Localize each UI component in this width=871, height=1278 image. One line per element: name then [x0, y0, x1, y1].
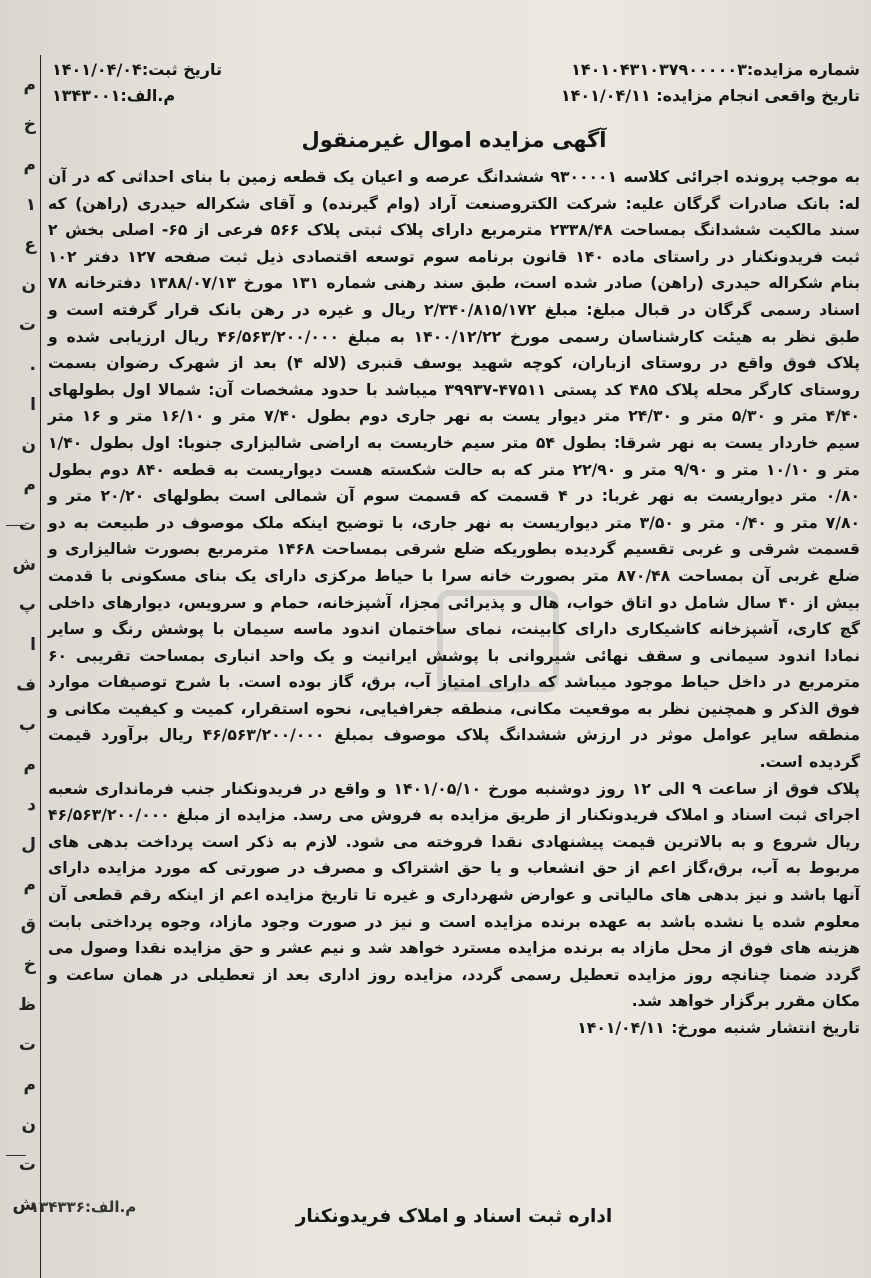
column-fragment-text: ت [18, 1155, 36, 1175]
column-fragment-text: م [23, 1075, 36, 1095]
column-fragment-text: ن [21, 1115, 36, 1135]
column-fragment-text: ن [21, 435, 36, 455]
column-fragment-text: ۱ [25, 195, 36, 215]
column-fragment-text: ش [12, 555, 36, 575]
column-fragment-text: ع [24, 235, 36, 255]
column-fragment-text: ب [18, 715, 36, 735]
column-fragment-text: ت [18, 1035, 36, 1055]
registration-date: تاریخ ثبت:۱۴۰۱/۰۴/۰۴ [52, 60, 223, 79]
column-fragment-text: ق [20, 915, 36, 935]
column-fragment-text: ظ [18, 995, 36, 1015]
column-fragment-text: د [27, 795, 36, 815]
auction-notice [48, 60, 860, 1275]
column-fragment-text: م [23, 475, 36, 495]
column-separator-tick [6, 1155, 26, 1156]
column-fragment-text: م [23, 155, 36, 175]
column-separator-tick [6, 525, 26, 526]
reference-number: م.الف:۱۳۴۳۰۰۱ [52, 86, 176, 105]
column-fragment-text: پ [18, 595, 36, 615]
column-fragment-text: ا [30, 635, 36, 655]
column-fragment-text: خ [23, 955, 36, 975]
column-fragment-text: ف [16, 675, 36, 695]
column-fragment-text: م [23, 75, 36, 95]
column-fragment-text: ت [18, 515, 36, 535]
adjacent-column-fragment [0, 55, 41, 1278]
column-fragment-text: ل [21, 835, 36, 855]
column-fragment-text: م [23, 755, 36, 775]
column-fragment-text: خ [23, 115, 36, 135]
auction-number: شماره مزایده:۱۴۰۱۰۴۳۱۰۳۷۹۰۰۰۰۰۳ [571, 60, 860, 79]
notice-title: آگهی مزایده اموال غیرمنقول [301, 128, 607, 152]
next-notice-fragment: م.الف:۱۳۴۳۳۶ [30, 1198, 137, 1216]
actual-auction-date: تاریخ واقعی انجام مزایده: ۱۴۰۱/۰۴/۱۱ [560, 86, 860, 105]
issuing-office: اداره ثبت اسناد و املاک فریدونکنار [295, 1206, 613, 1227]
column-fragment-text: م [23, 875, 36, 895]
column-fragment-text: . [29, 355, 36, 375]
column-fragment-text: ش [12, 1195, 36, 1215]
column-fragment-text: ن [21, 275, 36, 295]
notice-header [48, 60, 860, 120]
column-fragment-text: ت [18, 315, 36, 335]
notice-body: به موجب پرونده اجرائی کلاسه ۹۳۰۰۰۰۱ ششدانگ عرصه و اعیان یک قطعه زمین با بنای احداثی که در آن له: بانک صادرات گرگان علیه: شرکت الکتروصنعت آراد (وام گیرنده) و آقای شکراله حیدری (راهن) که سند مالکیت ششدانگ بمساحت ۲۳۳۸/۴۸ مترمربع دارای پلاک ثبتی پلاک ۵۶۶ فرعی از ۶۵- اصلی بخش ۲ ثبت فریدونکنار در راستای ماده ۱۴۰ قانون برنامه سوم توسعه اقتصادی ذیل ثبت صفحه ۱۲۷ دفتر ۱۰۲ بنام شکراله حیدری (راهن) صادر شده است، طبق سند رهنی شماره ۱۳۱ مورخ ۱۳۸۸/۰۷/۱۳ دفترخانه ۷۸ اسناد رسمی گرگان در قبال مبلغ: مبلغ ۲/۳۴۰/۸۱۵/۱۷۲ ریال و غیره در رهن بانک قرار گرفته است و طبق نظر به هیئت کارشناسان رسمی مورخ ۱۴۰۰/۱۲/۲۲ به مبلغ ۴۶/۵۶۳/۲۰۰/۰۰۰ ریال ارزیابی شده و پلاک فوق واقع در روستای ازباران، کوچه شهید یوسف قنبری (لاله ۴) بعد از شهرک رضوان بسمت روستای کارگر محله پلاک ۴۸۵ کد پستی ۴۷۵۱۱-۳۹۹۳۷ میباشد با حدود مشخصات آن: شمالا اول بطولهای ۴/۴۰ متر و ۵/۳۰ متر و ۲۴/۳۰ متر دیوار یست به نهر جاری دوم بطول ۷/۴۰ متر و ۱۶/۱۰ متر و ۱۶ متر سیم خاردار یست به نهر شرقا: بطول ۵۴ متر سیم خاریست به اراضی شالیزاری جنوبا: اول بطول ۱/۴۰ متر و ۱۰/۱۰ متر و ۹/۹۰ متر و ۲۲/۹۰ متر که به حالت شکسته هست دیواریست به قطعه ۸۴۰ دوم بطول ۰/۸۰ متر دیواریست به نهر غربا: در ۴ قسمت که قسمت سوم آن شمالی است بطولهای ۲۰/۲۰ متر و ۷/۸۰ متر و ۰/۴۰ متر و ۳/۵۰ متر دیواریست به نهر جاری، با توضیح اینکه ملک موصوف در طبیعت به دو قسمت شرقی و غربی تقسیم گردیده بطوریکه ضلع شرقی بمساحت ۱۴۶۸ مترمربع بصورت شالیزاری و ضلع غربی آن بمساحت ۸۷۰/۴۸ متر بصورت خانه سرا با حیاط مرکزی دارای یک بنای مسکونی با قدمت بیش از ۴۰ سال شامل دو اتاق خواب، هال و پذیرائی مجزا، آشپزخانه، حمام و سرویس، دیوارهای داخلی گچ کاری، آشپزخانه کاشیکاری دارای کابینت، نمای ساختمان اندود ماسه سیمان با پوشش رنگ و سایر نمادا اندود سیمانی و سقف نهائی شیروانی با پوشش ایرانیت و یک واحد انباری بمساحت تقریبی ۶۰ مترمربع در داخل حیاط موجود میباشد که دارای امتیاز آب، برق، گاز بوده است. با شرح توصیفات موارد فوق الذکر و همچنین نظر به موقعیت مکانی، منطقه جغرافیایی، نحوه استقرار، کمیت و کیفیت مکانی و منطقه سایر عوامل موثر در ارزش ششدانگ پلاک موصوف بمبلغ ۴۶/۵۶۳/۲۰۰/۰۰۰ ریال برآورد قیمت گردیده است. پلاک فوق از ساعت ۹ الی ۱۲ روز دوشنبه مورخ ۱۴۰۱/۰۵/۱۰ و واقع در فریدونکنار جنب فرمانداری شعبه اجرای ثبت اسناد و املاک فریدونکنار از طریق مزایده به فروش می رسد. مزایده از مبلغ ۴۶/۵۶۳/۲۰۰/۰۰۰ ریال شروع و به بالاترین قیمت پیشنهادی نقدا فروخته می شود. لازم به ذکر است پرداخت بدهی های مربوط به آب، برق،گاز اعم از حق انشعاب و یا حق اشتراک و مصرف در صورتی که مورد مزایده دارای آنها باشد و نیز بدهی های مالیاتی و عوارض شهرداری و غیره تا تاریخ مزایده اعم از اینکه رقم قطعی آن معلوم شده یا نشده باشد به عهده برنده مزایده است و نیز در صورت وجود مازاد، وجوه پرداختی بابت هزینه های فوق از محل مازاد به برنده مزایده مسترد خواهد شد و نیم عشر و حق مزایده نقدا وصول می گردد ضمنا چنانچه روز مزایده تعطیل رسمی گردد، مزایده روز اداری بعد از تعطیلی در همان ساعت و مکان مقرر برگزار خواهد شد. تاریخ انتشار شنبه مورخ: ۱۴۰۱/۰۴/۱۱ [48, 168, 861, 1037]
column-fragment-text: ا [30, 395, 36, 415]
